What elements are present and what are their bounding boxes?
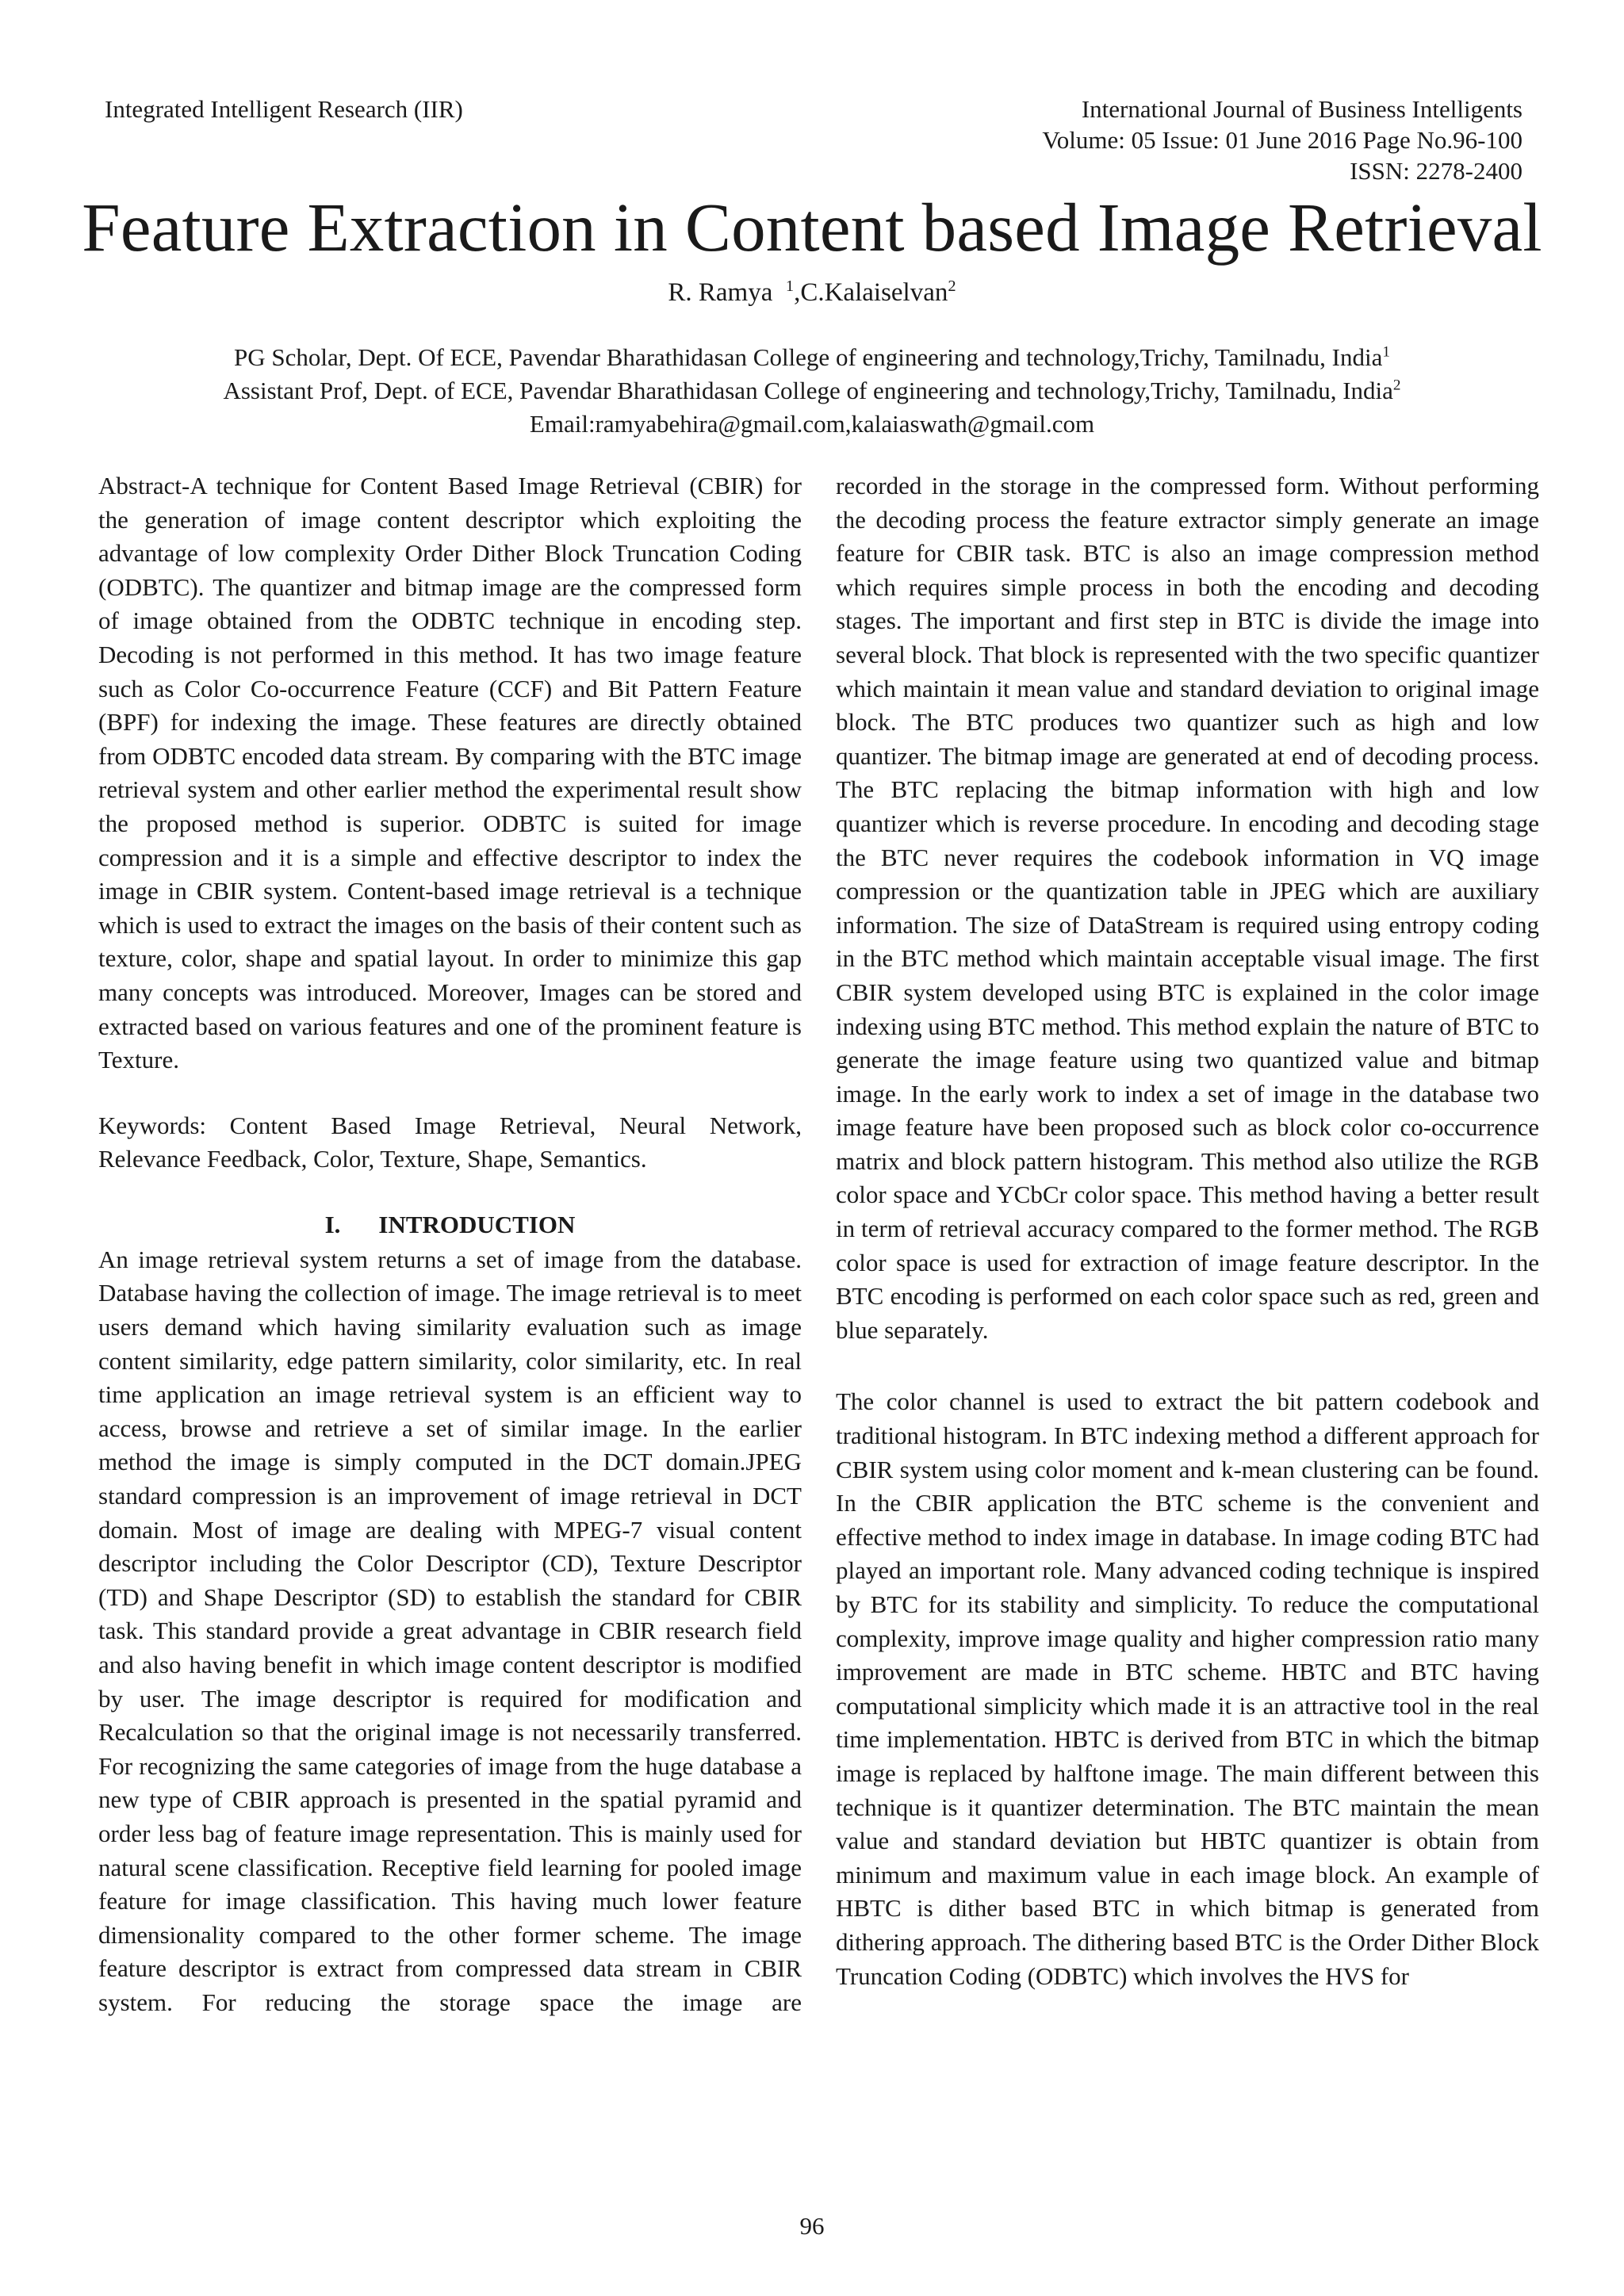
left-column [98,469,802,2020]
issn: ISSN: 2278-2400 [1350,157,1522,185]
affiliation-2 [0,374,1624,408]
section-number: I. [324,1210,341,1238]
author-2: ,C.Kalaiselvan [794,278,948,307]
affiliation-1-text: PG Scholar, Dept. Of ECE, Pavendar Bharathidasan College of engineering and technology,Trichy, Tamilnadu, India [234,343,1383,371]
affiliation-2-mark: 2 [1392,377,1401,394]
right-column [836,469,1539,1993]
affiliation-2-text: Assistant Prof, Dept. of ECE, Pavendar Bharathidasan College of engineering and technology,Trichy, Tamilnadu, India [223,377,1393,404]
email-line: Email:ramyabehira@gmail.com,kalaiaswath@gmail.com [529,410,1095,438]
affiliations [0,341,1624,441]
author-2-mark: 2 [948,277,956,295]
running-header-left: Integrated Intelligent Research (IIR) [105,95,463,123]
journal-name: International Journal of Business Intelligents [1081,95,1522,123]
running-header-right [809,94,1522,186]
abstract: Abstract-A technique for Content Based Image Retrieval (CBIR) for the generation of image content descriptor which exploiting the advantage of low complexity Order Dither Block Truncation Coding (ODBTC). The quantizer and bitmap image are the compressed form of image obtained from the ODBTC technique in encoding step. Decoding is not performed in this method. It has two image feature such as Color Co-occurrence Feature (CCF) and Bit Pattern Feature (BPF) for indexing the image. These features are directly obtained from ODBTC encoded data stream. By comparing with the BTC image retrieval system and other earlier method the experimental result show the proposed method is superior. ODBTC is suited for image compression and it is a simple and effective descriptor to index the image in CBIR system. Content-based image retrieval is a technique which is used to extract the images on the basis of their content such as texture, color, shape and spatial layout. In order to minimize this gap many concepts was introduced. Moreover, Images can be stored and extracted based on various features and one of the prominent feature is Texture. [98,472,802,1074]
author-1-mark: 1 [785,277,795,295]
introduction-paragraph-1-continued: recorded in the storage in the compressed form. Without performing the decoding process the feature extractor simply generate an image feature for CBIR task. BTC is also an image compression method which requires simple process in both the encoding and decoding stages. The important and first step in BTC is divide the image into several block. That block is represented with the two specific quantizer which maintain it mean value and standard deviation to original image block. The BTC produces two quantizer such as high and low quantizer. The bitmap image are generated at end of decoding process. The BTC replacing the bitmap information with high and low quantizer which is reverse procedure. In encoding and decoding stage the BTC never requires the codebook information in VQ image compression or the quantization table in JPEG which are auxiliary information. The size of DataStream is required using entropy coding in the BTC method which maintain acceptable visual image. The first CBIR system developed using BTC is explained in the color image indexing using BTC method. This method explain the nature of BTC to generate the image feature using two quantized value and bitmap image. In the early work to index a set of image in the database two image feature have been proposed such as block color co-occurrence matrix and block pattern histogram. This method also utilize the RGB color space and YCbCr color space. This method having a better result in term of retrieval accuracy compared to the former method. The RGB color space is used for extraction of image feature descriptor. In the BTC encoding is performed on each color space such as red, green and blue separately. [836,472,1539,1344]
paper-title: Feature Extraction in Content based Image Retrieval [82,189,1542,266]
section-title-text: INTRODUCTION [378,1210,576,1238]
author-1: R. Ramya [668,278,773,307]
author-line [0,276,1624,309]
affiliation-1 [0,341,1624,374]
introduction-paragraph-2: The color channel is used to extract the bit pattern codebook and traditional histogram. In BTC indexing method a different approach for CBIR system using color moment and k-mean clustering can be found. In the CBIR application the BTC scheme is the convenient and effective method to index image in database. In image coding BTC had played an important role. Many advanced coding technique is inspired by BTC for its stability and simplicity. To reduce the computational complexity, improve image quality and higher compression ratio many improvement are made in BTC scheme. HBTC and BTC having computational simplicity which made it is an attractive tool in the real time implementation. HBTC is derived from BTC in which the bitmap image is replaced by halftone image. The main different between this technique is it quantizer determination. The BTC maintain the mean value and standard deviation but HBTC quantizer is obtain from minimum and maximum value in each image block. An example of HBTC is dither based BTC in which bitmap is generated from dithering approach. The dithering based BTC is the Order Dither Block Truncation Coding (ODBTC) which involves the HVS for [836,1387,1539,1990]
affiliation-1-mark: 1 [1382,343,1390,361]
introduction-paragraph-1: An image retrieval system returns a set of image from the database. Database having the collection of image. The image retrieval is to meet users demand which having similarity evaluation such as image content similarity, edge pattern similarity, color similarity, etc. In real time application an image retrieval system is an efficient way to access, browse and retrieve a set of similar image. In the earlier method the image is simply computed in the DCT domain.JPEG standard compression is an improvement of image retrieval in DCT domain. Most of image are dealing with MPEG-7 visual content descriptor including the Color Descriptor (CD), Texture Descriptor (TD) and Shape Descriptor (SD) to establish the standard for CBIR task. This standard provide a great advantage in CBIR research field and also having benefit in which image content descriptor is modified by user. The image descriptor is required for modification and Recalculation so that the original image is not necessarily transferred. For recognizing the same categories of image from the huge database a new type of CBIR approach is presented in the spatial pyramid and order less bag of feature image representation. This is mainly used for natural scene classification. Receptive field learning for pooled image feature for image classification. This having much lower feature dimensionality compared to the other former scheme. The image feature descriptor is extract from compressed data stream in CBIR system. For reducing the storage space the image are [98,1245,802,2016]
keywords: Keywords: Content Based Image Retrieval, Neural Network, Relevance Feedback, Color, Texture, Shape, Semantics. [98,1111,802,1173]
volume-issue: Volume: 05 Issue: 01 June 2016 Page No.96-100 [1042,126,1522,154]
section-heading-introduction [98,1208,802,1242]
page-number: 96 [799,2212,825,2240]
